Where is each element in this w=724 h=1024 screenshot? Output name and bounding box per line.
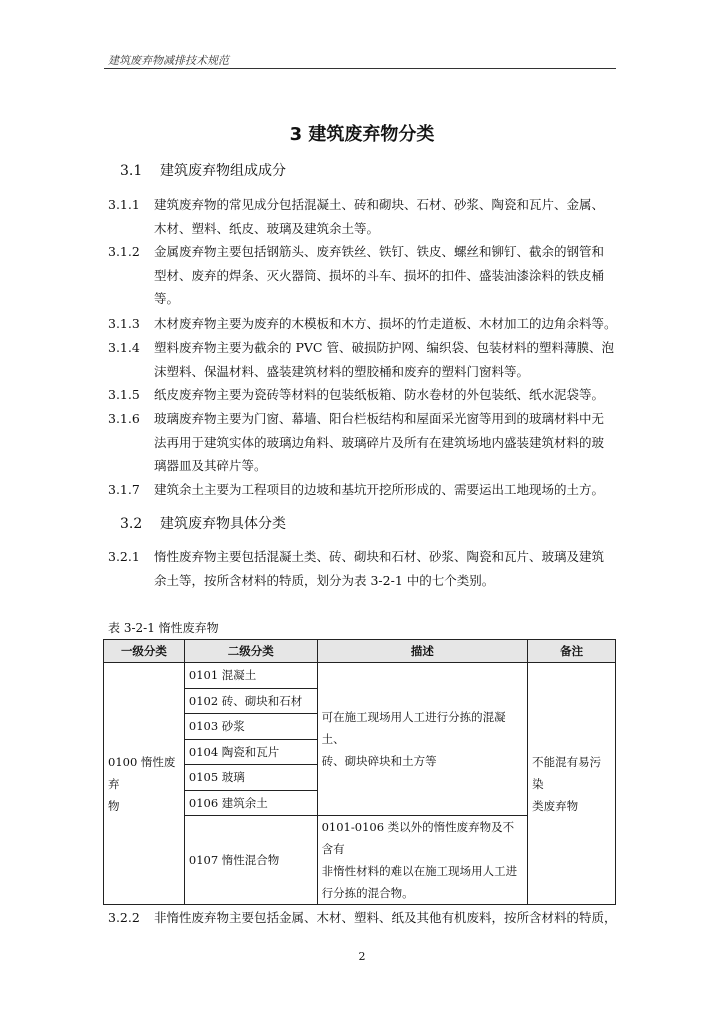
level2-cell: 0102 砖、砌块和石材	[184, 688, 317, 714]
clause-text	[154, 383, 620, 407]
clause-line: 纸皮废弃物主要为瓷砖等材料的包装纸板箱、防水卷材的外包装纸、纸水泥袋等。	[154, 387, 605, 402]
header-level2: 二级分类	[184, 640, 317, 663]
header-description: 描述	[317, 640, 528, 663]
page-number: 2	[358, 950, 366, 963]
section-number: 3.1	[120, 163, 143, 179]
cell-line: 可在施工现场用人工进行分拣的混凝土、	[321, 710, 506, 746]
clause-number: 3.1.1	[108, 197, 140, 212]
header-rule	[104, 68, 616, 69]
chapter-title: 3 建筑废弃物分类	[289, 124, 435, 145]
level1-cell	[104, 663, 185, 905]
clause-line: 沫塑料、保温材料、盛装建筑材料的塑胶桶和废弃的塑料门窗料等。	[154, 363, 530, 379]
cell-line: 不能混有易污染	[532, 754, 602, 791]
header-remark: 备注	[528, 640, 616, 663]
clause-number: 3.1.6	[108, 411, 140, 426]
clause-number: 3.1.3	[108, 316, 140, 331]
clause-line: 法再用于建筑实体的玻璃边角料、玻璃碎片及所有在建筑场地内盛装建筑材料的玻	[154, 434, 605, 450]
clause-number: 3.1.2	[108, 244, 140, 259]
description-cell	[317, 816, 528, 905]
table-header-row	[104, 640, 616, 663]
section-title: 建筑废弃物组成成分	[160, 163, 286, 179]
clause-number: 3.2.1	[108, 549, 140, 564]
table-row	[104, 663, 616, 689]
clause-line: 建筑废弃物的常见成分包括混凝土、砖和砌块、石材、砂浆、陶瓷和瓦片、金属、	[154, 197, 605, 212]
clause-text	[154, 545, 620, 592]
section-number: 3.2	[120, 516, 143, 532]
clause-text	[154, 240, 620, 311]
table-caption: 表 3-2-1 惰性废弃物	[108, 621, 219, 635]
clause-text	[154, 336, 620, 383]
cell-line: 非惰性材料的难以在施工现场用人工进	[321, 864, 518, 878]
clause-line: 建筑余土主要为工程项目的边坡和基坑开挖所形成的、需要运出工地现场的土方。	[154, 482, 605, 497]
level2-cell: 0106 建筑余土	[184, 790, 317, 816]
description-cell	[317, 663, 528, 816]
clause-text	[154, 407, 620, 478]
clause-text	[154, 906, 620, 930]
clause-number: 3.1.5	[108, 387, 140, 402]
clause-line: 木材、塑料、纸皮、玻璃及建筑余土等。	[154, 220, 380, 236]
clause-number: 3.1.4	[108, 340, 140, 355]
section-heading-3-2	[120, 513, 286, 533]
remark-cell	[528, 663, 616, 905]
clause-line: 非惰性废弃物主要包括金属、木材、塑料、纸及其他有机废料，按所含材料的特质，	[154, 910, 617, 925]
header-level1: 一级分类	[104, 640, 185, 663]
cell-line: 类废弃物	[532, 798, 579, 813]
level2-cell: 0107 惰性混合物	[184, 816, 317, 905]
clause-number: 3.1.7	[108, 482, 140, 497]
clause-line: 塑料废弃物主要为截余的 PVC 管、破损防护网、编织袋、包装材料的塑料薄膜、泡	[154, 340, 614, 355]
clause-line: 惰性废弃物主要包括混凝土类、砖、砌块和石材、砂浆、陶瓷和瓦片、玻璃及建筑	[154, 549, 605, 564]
running-header: 建筑废弃物减排技术规范	[108, 54, 229, 67]
cell-line: 物	[108, 798, 120, 813]
clause-line: 型材、废弃的焊条、灭火器筒、损坏的斗车、损坏的扣件、盛装油漆涂料的铁皮桶	[154, 267, 605, 283]
level2-cell: 0101 混凝土	[184, 663, 317, 689]
clause-line: 金属废弃物主要包括钢筋头、废弃铁丝、铁钉、铁皮、螺丝和铆钉、截余的钢管和	[154, 244, 605, 259]
clause-line: 玻璃废弃物主要为门窗、幕墙、阳台栏板结构和屋面采光窗等用到的玻璃材料中无	[154, 411, 605, 426]
clause-line: 余土等，按所含材料的特质，划分为表 3-2-1 中的七个类别。	[154, 572, 495, 588]
clause-line: 木材废弃物主要为废弃的木模板和木方、损坏的竹走道板、木材加工的边角余料等。	[154, 316, 617, 331]
clause-line: 璃器皿及其碎片等。	[154, 458, 267, 473]
level2-cell: 0105 玻璃	[184, 765, 317, 791]
clause-text	[154, 478, 620, 502]
clause-text	[154, 312, 620, 336]
level2-cell: 0103 砂浆	[184, 714, 317, 740]
clause-number: 3.2.2	[108, 910, 140, 925]
level2-cell: 0104 陶瓷和瓦片	[184, 739, 317, 765]
cell-line: 0101-0106 类以外的惰性废弃物及不含有	[321, 820, 515, 856]
inert-waste-table	[103, 639, 616, 905]
cell-line: 行分拣的混合物。	[321, 886, 414, 900]
clause-text	[154, 193, 620, 240]
clause-line: 等。	[154, 291, 180, 306]
section-title: 建筑废弃物具体分类	[160, 516, 286, 532]
cell-line: 砖、砌块碎块和土方等	[321, 754, 437, 768]
cell-line: 0100 惰性废弃	[108, 754, 176, 791]
section-heading-3-1	[120, 160, 286, 180]
